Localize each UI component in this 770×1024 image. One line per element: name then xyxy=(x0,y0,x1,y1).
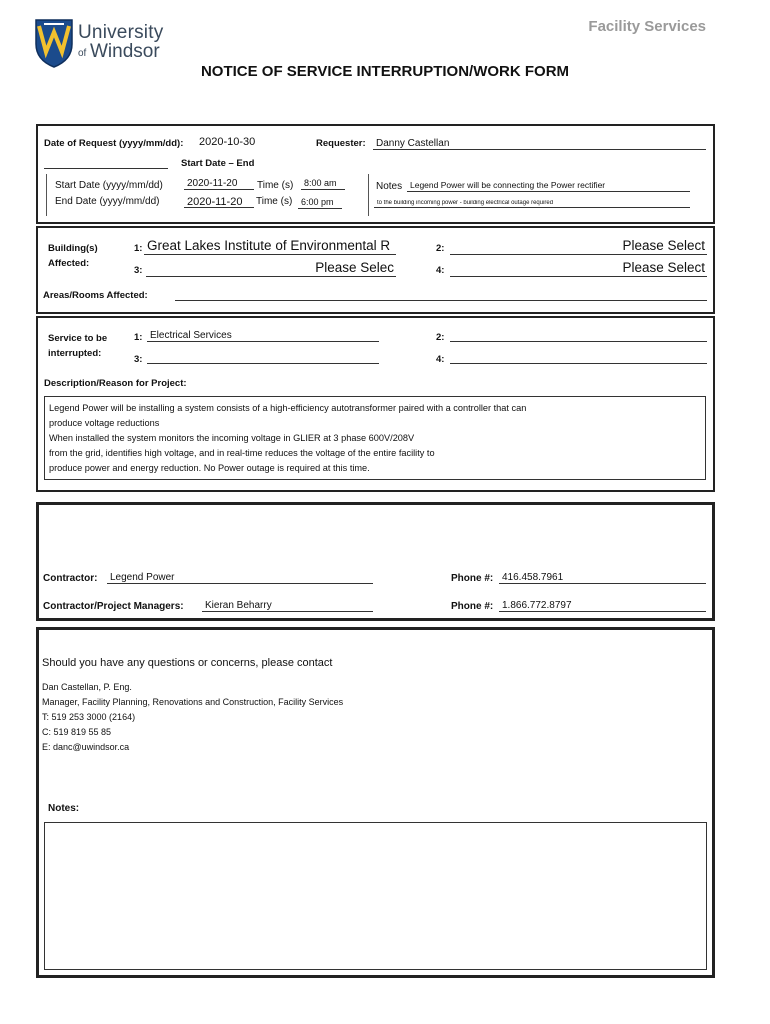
request-notes-line-2[interactable]: to the building incoming power - building electrical outage required xyxy=(374,200,690,208)
service-3-field[interactable] xyxy=(147,352,379,364)
description-label: Description/Reason for Project: xyxy=(44,378,187,389)
service-3-number: 3: xyxy=(134,354,143,365)
notes-textarea[interactable] xyxy=(44,822,707,970)
contact-email[interactable]: E: danc@uwindsor.ca xyxy=(42,742,130,752)
requester-field[interactable]: Danny Castellan xyxy=(373,138,706,150)
date-of-request-value[interactable]: 2020-10-30 xyxy=(199,136,256,148)
description-line: from the grid, identifies high voltage, and in real-time reduces the voltage of the entire facility to xyxy=(49,448,435,458)
service-label-1: Service to be xyxy=(48,333,108,344)
contractor-field[interactable]: Legend Power xyxy=(107,572,373,584)
contact-cell: C: 519 819 55 85 xyxy=(42,727,112,737)
contact-name: Dan Castellan, P. Eng. xyxy=(42,682,132,692)
building-2-number: 2: xyxy=(436,243,445,254)
end-time-field[interactable]: 6:00 pm xyxy=(298,197,342,209)
contractor-label: Contractor: xyxy=(43,573,98,584)
buildings-label-2: Affected: xyxy=(48,258,90,269)
description-line: When installed the system monitors the incoming voltage in GLIER at 3 phase 600V/208V xyxy=(49,433,415,443)
building-3-number: 3: xyxy=(134,265,143,276)
service-1-field[interactable]: Electrical Services xyxy=(147,330,379,342)
logo-windsor-text: Windsor xyxy=(90,41,160,62)
start-time-field[interactable]: 8:00 am xyxy=(301,178,345,190)
contact-intro: Should you have any questions or concerns, please contact xyxy=(42,657,333,669)
building-4-select[interactable]: Please Select xyxy=(450,260,707,277)
end-time-label: Time (s) xyxy=(256,196,293,207)
service-label-2: interrupted: xyxy=(48,348,102,359)
contact-phone: T: 519 253 3000 (2164) xyxy=(42,712,136,722)
end-date-field[interactable]: 2020-11-20 xyxy=(184,196,254,208)
phone-2-label: Phone #: xyxy=(451,601,494,612)
building-1-number: 1: xyxy=(134,243,143,254)
building-2-select[interactable]: Please Select xyxy=(450,238,707,255)
buildings-label-1: Building(s) xyxy=(48,243,98,254)
request-notes-line-1[interactable]: Legend Power will be connecting the Power rectifier xyxy=(407,180,690,192)
phone-1-field[interactable]: 416.458.7961 xyxy=(499,572,706,584)
project-managers-label: Contractor/Project Managers: xyxy=(43,601,184,612)
description-line: Legend Power will be installing a system consists of a high-efficiency autotransformer paired with a controller that can xyxy=(49,403,527,413)
date-of-request-label: Date of Request (yyyy/mm/dd): xyxy=(44,138,184,149)
logo-university-text: University xyxy=(78,22,164,43)
contact-title: Manager, Facility Planning, Renovations and Construction, Facility Services xyxy=(42,697,344,707)
building-1-select[interactable]: Great Lakes Institute of Environmental R xyxy=(144,238,396,255)
end-date-label: End Date (yyyy/mm/dd) xyxy=(55,196,160,207)
start-date-label: Start Date (yyyy/mm/dd) xyxy=(55,180,163,191)
start-end-blank-line xyxy=(44,157,168,169)
service-4-field[interactable] xyxy=(450,352,707,364)
start-end-label: Start Date – End xyxy=(181,158,255,169)
crest-icon xyxy=(34,18,74,68)
service-1-number: 1: xyxy=(134,332,143,343)
areas-rooms-field[interactable] xyxy=(175,289,707,301)
building-3-select[interactable]: Please Selec xyxy=(146,260,396,277)
building-4-number: 4: xyxy=(436,265,445,276)
service-2-number: 2: xyxy=(436,332,445,343)
notes-label: Notes: xyxy=(48,803,80,814)
start-time-label: Time (s) xyxy=(257,180,294,191)
form-title: NOTICE OF SERVICE INTERRUPTION/WORK FORM xyxy=(200,63,570,80)
areas-rooms-label: Areas/Rooms Affected: xyxy=(43,290,148,301)
requester-label: Requester: xyxy=(316,138,366,149)
service-4-number: 4: xyxy=(436,354,445,365)
start-date-field[interactable]: 2020-11-20 xyxy=(184,178,254,190)
phone-1-label: Phone #: xyxy=(451,573,494,584)
logo-of-text: of xyxy=(78,48,87,59)
request-notes-label: Notes xyxy=(376,181,403,192)
phone-2-field[interactable]: 1.866.772.8797 xyxy=(499,600,706,612)
description-line: produce power and energy reduction. No Power outage is required at this time. xyxy=(49,463,370,473)
service-2-field[interactable] xyxy=(450,330,707,342)
contact-details xyxy=(42,680,343,755)
description-line: produce voltage reductions xyxy=(49,418,160,428)
description-textarea[interactable] xyxy=(44,396,706,480)
department-name: Facility Services xyxy=(588,18,706,35)
project-managers-field[interactable]: Kieran Beharry xyxy=(202,600,373,612)
